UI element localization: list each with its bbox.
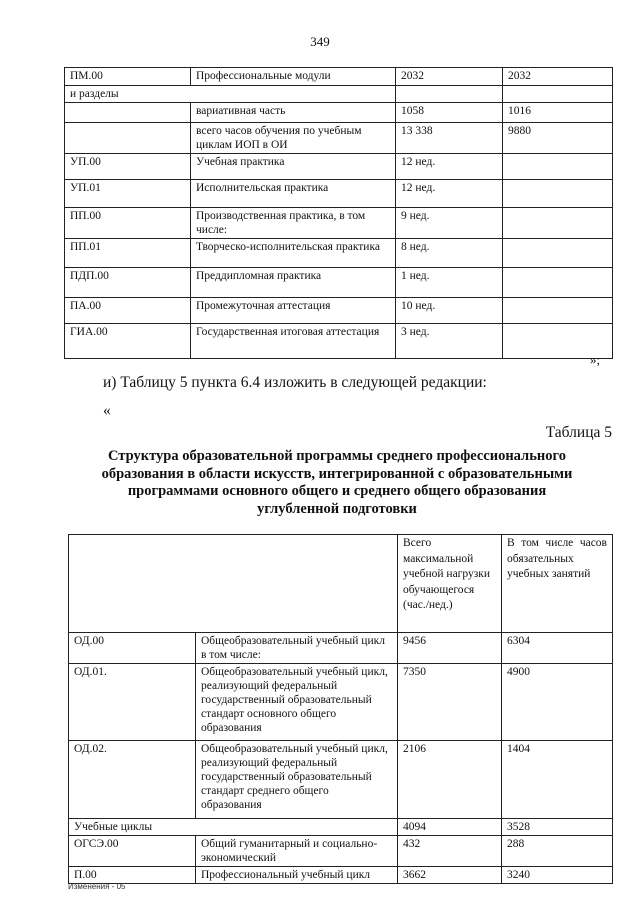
cell-name: Общий гуманитарный и социально-экономический [196,836,398,867]
cell-name: всего часов обучения по учебным циклам ИОП в ОИ [191,123,396,154]
table-row [69,867,613,884]
cell-total: 9456 [398,633,502,664]
table-header-row [69,535,613,633]
cell-name: Исполнительская практика [191,180,396,208]
opening-quote: « [103,402,111,419]
cell-name: Преддипломная практика [191,268,396,298]
table-row [65,123,613,154]
cell-name: Профессиональный учебный цикл [196,867,398,884]
cell-code: ОД.00 [69,633,196,664]
cell-total: 13 338 [396,123,503,154]
cell-total: 4094 [398,819,502,836]
cell-name: Общеобразовательный учебный цикл в том числе: [196,633,398,664]
cell-span: Учебные циклы [69,819,398,836]
cell-total: 3662 [398,867,502,884]
cell-name: вариативная часть [191,103,396,123]
cell-total: 432 [398,836,502,867]
header-required: В том числе часов обязательных учебных занятий [502,535,613,633]
cell-code: ГИА.00 [65,324,191,359]
cell-code: ПА.00 [65,298,191,324]
cell-total: 2032 [396,68,503,86]
table-row [65,239,613,268]
cell-required: 3240 [502,867,613,884]
cell-total: 8 нед. [396,239,503,268]
cell-name: Производственная практика, в том числе: [191,208,396,239]
cell-code: ПДП.00 [65,268,191,298]
cell-name: Государственная итоговая аттестация [191,324,396,359]
cell-total: 10 нед. [396,298,503,324]
cell-total: 2106 [398,741,502,819]
cell-total: 9 нед. [396,208,503,239]
table-row [65,180,613,208]
cell-total: 12 нед. [396,154,503,180]
table-row [65,324,613,359]
table-row [65,268,613,298]
table-title: Структура образовательной программы среднего профессионального образования в области искусств, интегрированной с образовательными программами основного общего и среднего общего образования углубленной подготовки [101,448,573,517]
cell-name: Общеобразовательный учебный цикл, реализующий федеральный государственный образовательный стандарт основного общего образования [196,664,398,741]
cell-required: 3528 [502,819,613,836]
cell-code: ПП.00 [65,208,191,239]
cell-code: УП.00 [65,154,191,180]
cell-required: 1016 [503,103,613,123]
cell-code: ОД.02. [69,741,196,819]
cell-required: 4900 [502,664,613,741]
cell-code: ПП.01 [65,239,191,268]
table-5 [68,534,613,884]
cell-total: 1 нед. [396,268,503,298]
table-row [69,819,613,836]
table-row [69,664,613,741]
table-row [65,298,613,324]
cell-required: 1404 [502,741,613,819]
cell-code: ОГСЭ.00 [69,836,196,867]
cell-code: ПМ.00 [65,68,191,86]
cell-total: 3 нед. [396,324,503,359]
table-row [65,86,613,103]
cell-name: Общеобразовательный учебный цикл, реализующий федеральный государственный образовательный стандарт среднего общего образования [196,741,398,819]
cell-name: Учебная практика [191,154,396,180]
cell-required: 9880 [503,123,613,154]
cell-total: 7350 [398,664,502,741]
instruction-text: и) Таблицу 5 пункта 6.4 изложить в следующей редакции: [103,374,487,391]
table-row [65,68,613,86]
cell-name: Профессиональные модули [191,68,396,86]
table-label: Таблица 5 [545,424,612,441]
cell-code: ОД.01. [69,664,196,741]
header-total: Всего максимальной учебной нагрузки обучающегося (час./нед.) [398,535,502,633]
table-row [65,208,613,239]
cell-required: 6304 [502,633,613,664]
table-row [69,633,613,664]
cell-total: 1058 [396,103,503,123]
cell-total: 12 нед. [396,180,503,208]
table-row [65,154,613,180]
previous-table [64,67,613,359]
cell-name: Творческо-исполнительская практика [191,239,396,268]
cell-span: и разделы [65,86,396,103]
table-row [69,741,613,819]
table-row [69,836,613,867]
closing-quote: »; [590,352,601,367]
table-row [65,103,613,123]
cell-code: П.00 [69,867,196,884]
footer-note: Изменения - 05 [68,882,126,891]
cell-code: УП.01 [65,180,191,208]
cell-required: 288 [502,836,613,867]
cell-required: 2032 [503,68,613,86]
page-number: 349 [310,34,330,49]
cell-name: Промежуточная аттестация [191,298,396,324]
